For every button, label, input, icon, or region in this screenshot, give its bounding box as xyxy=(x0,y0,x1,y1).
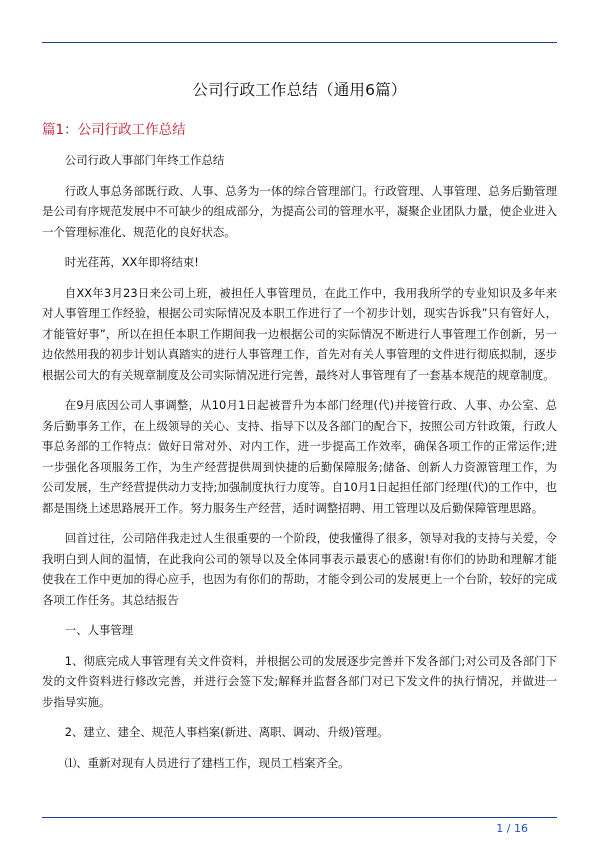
page-indicator: 1 / 16 xyxy=(496,822,528,835)
footer-rule xyxy=(42,817,557,818)
paragraph-item-1: 1、彻底完成人事管理有关文件资料，并根据公司的发展逐步完善并下发各部门;对公司及各部门下发的文件资料进行修改完善，并进行会签下发;解释并监督各部门对已下发文件的执行情况，并做进一步指导实施。 xyxy=(42,653,557,709)
paragraph-time: 时光荏苒，XX年即将结束! xyxy=(64,255,199,269)
section-heading: 篇1：公司行政工作总结 xyxy=(42,122,186,138)
paragraph-promotion: 在9月底因公司人事调整，从10月1日起被晋升为本部门经理(代)并接管行政、人事、办公室、总务后勤事务工作，在上级领导的关心、支持、指导下以及各部门的配合下，按照公司方针政策，行政人事总务部的工作特点：做好日常对外、对内工作，进一步提高工作效率，确保各项工作的正常运作;进一步强化各项服务工作，为生产经营提供周到快捷的后勤保障服务;储备、创新人力资源管理工作，为公司发展，生产经营提供动力支持;加强制度执行力度等。自10月1日起担任部门经理(代)的工作中，也都是围绕上述思路展开工作。努力服务生产经营，适时调整招聘、用工管理以及后勤保障管理思路。 xyxy=(42,398,557,515)
document-title: 公司行政工作总结（通用6篇） xyxy=(192,81,407,99)
paragraph-item-2-1: ⑴、重新对现有人员进行了建档工作，现员工档案齐全。 xyxy=(64,755,350,770)
paragraph-item-2: 2、建立、建全、规范人事档案(新进、离职、调动、升级)管理。 xyxy=(64,725,389,739)
paragraph-start: 自XX年3月23日来公司上班，被担任人事管理员，在此工作中，我用我所学的专业知识及多年来对人事管理工作经验，根据公司实际情况及本职工作进行了一个初步计划，现实告诉我”只有管好人，才能管好事”，所以在担任本职工作期间我一边根据公司的实际情况不断进行人事管理工作创新，另一边依然用我的初步计划认真踏实的进行人事管理工作，首先对有关人事管理的文件进行彻底拟制，逐步根据公司大的有关规章制度及公司实际情况进行完善，最终对人事管理有了一套基本规范的规章制度。 xyxy=(42,285,557,382)
paragraph-reflection: 回首过往，公司陪伴我走过人生很重要的一个阶段，使我懂得了很多，领导对我的支持与关爱，令我明白到人间的温情，在此我向公司的领导以及全体同事表示最衷心的感谢!有你们的协助和理解才能使我在工作中更加的得心应手，也因为有你们的帮助，才能令到公司的发展更上一个台阶，较好的完成各项工作任务。其总结报告 xyxy=(42,531,557,607)
header-rule xyxy=(42,42,557,43)
document-body xyxy=(42,78,557,783)
paragraph-intro: 行政人事总务部既行政、人事、总务为一体的综合管理部门。行政管理、人事管理、总务后勤管理是公司有序规范发展中不可缺少的组成部分，为提高公司的管理水平，凝聚企业团队力量，使企业进入一个管理标准化、规范化的良好状态。 xyxy=(42,183,557,239)
paragraph-subtitle: 公司行政人事部门年终工作总结 xyxy=(64,153,225,167)
paragraph-section-hr: 一、人事管理 xyxy=(64,623,134,637)
